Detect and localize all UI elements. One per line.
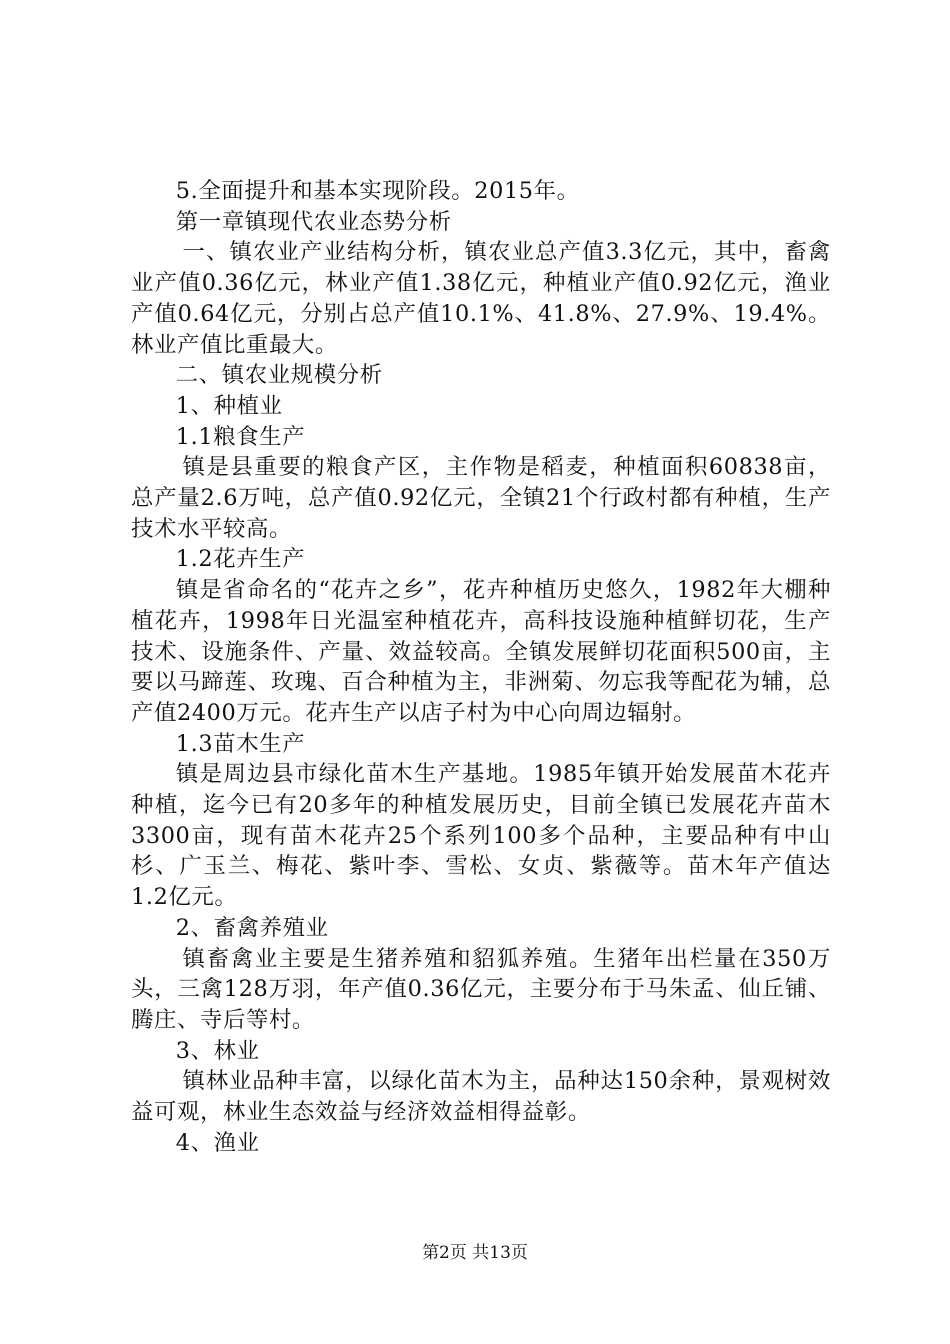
heading-grain: 1.1粮食生产 [175, 423, 306, 450]
section-heading-scale: 二、镇农业规模分析 [175, 362, 383, 389]
paragraph-grain: 镇是县重要的粮食产区，主作物是稻麦，种植面积60838亩，总产量2.6万吨，总产值0.92亿元，全镇21个行政村都有种植，生产技术水平较高。 [131, 454, 831, 542]
heading-flowers: 1.2花卉生产 [175, 546, 306, 573]
paragraph-forestry: 镇林业品种丰富，以绿化苗木为主，品种达150余种，景观树效益可观，林业生态效益与经济效益相得益彰。 [131, 1068, 831, 1126]
chapter-heading: 第一章镇现代农业态势分析 [175, 208, 452, 235]
heading-livestock: 2、畜禽养殖业 [175, 914, 329, 941]
paragraph-industry-structure: 一、镇农业产业结构分析，镇农业总产值3.3亿元，其中，畜禽业产值0.36亿元，林业产值1.38亿元，种植业产值0.92亿元，渔业产值0.64亿元，分别占总产值10.1%、41.8%、27.9%、19.4%。林业产值比重最大。 [131, 239, 831, 358]
heading-forestry: 3、林业 [175, 1037, 260, 1064]
paragraph-livestock: 镇畜禽业主要是生猪养殖和貂狐养殖。生猪年出栏量在350万头，三禽128万羽，年产值0.36亿元，主要分布于马朱孟、仙丘铺、腾庄、寺后等村。 [131, 945, 831, 1033]
heading-fishery: 4、渔业 [175, 1129, 260, 1156]
paragraph-seedlings: 镇是周边县市绿化苗木生产基地。1985年镇开始发展苗木花卉种植，迄今已有20多年的种植发展历史，目前全镇已发展花卉苗木3300亩，现有苗木花卉25个系列100多个品种，主要品种有中山杉、广玉兰、梅花、紫叶李、雪松、女贞、紫薇等。苗木年产值达1.2亿元。 [131, 761, 831, 911]
heading-seedlings: 1.3苗木生产 [175, 730, 306, 757]
heading-planting: 1、种植业 [175, 392, 283, 419]
paragraph-stage-5: 5.全面提升和基本实现阶段。2015年。 [175, 178, 580, 204]
document-body [131, 176, 831, 1159]
page-footer: 第2页 共13页 [422, 1243, 528, 1263]
paragraph-flowers: 镇是省命名的“花卉之乡”，花卉种植历史悠久，1982年大棚种植花卉，1998年日光温室种植花卉，高科技设施种植鲜切花，生产技术、设施条件、产量、效益较高。全镇发展鲜切花面积500亩，主要以马蹄莲、玫瑰、百合种植为主，非洲菊、勿忘我等配花为辅，总产值2400万元。花卉生产以店子村为中心向周边辐射。 [131, 577, 831, 726]
